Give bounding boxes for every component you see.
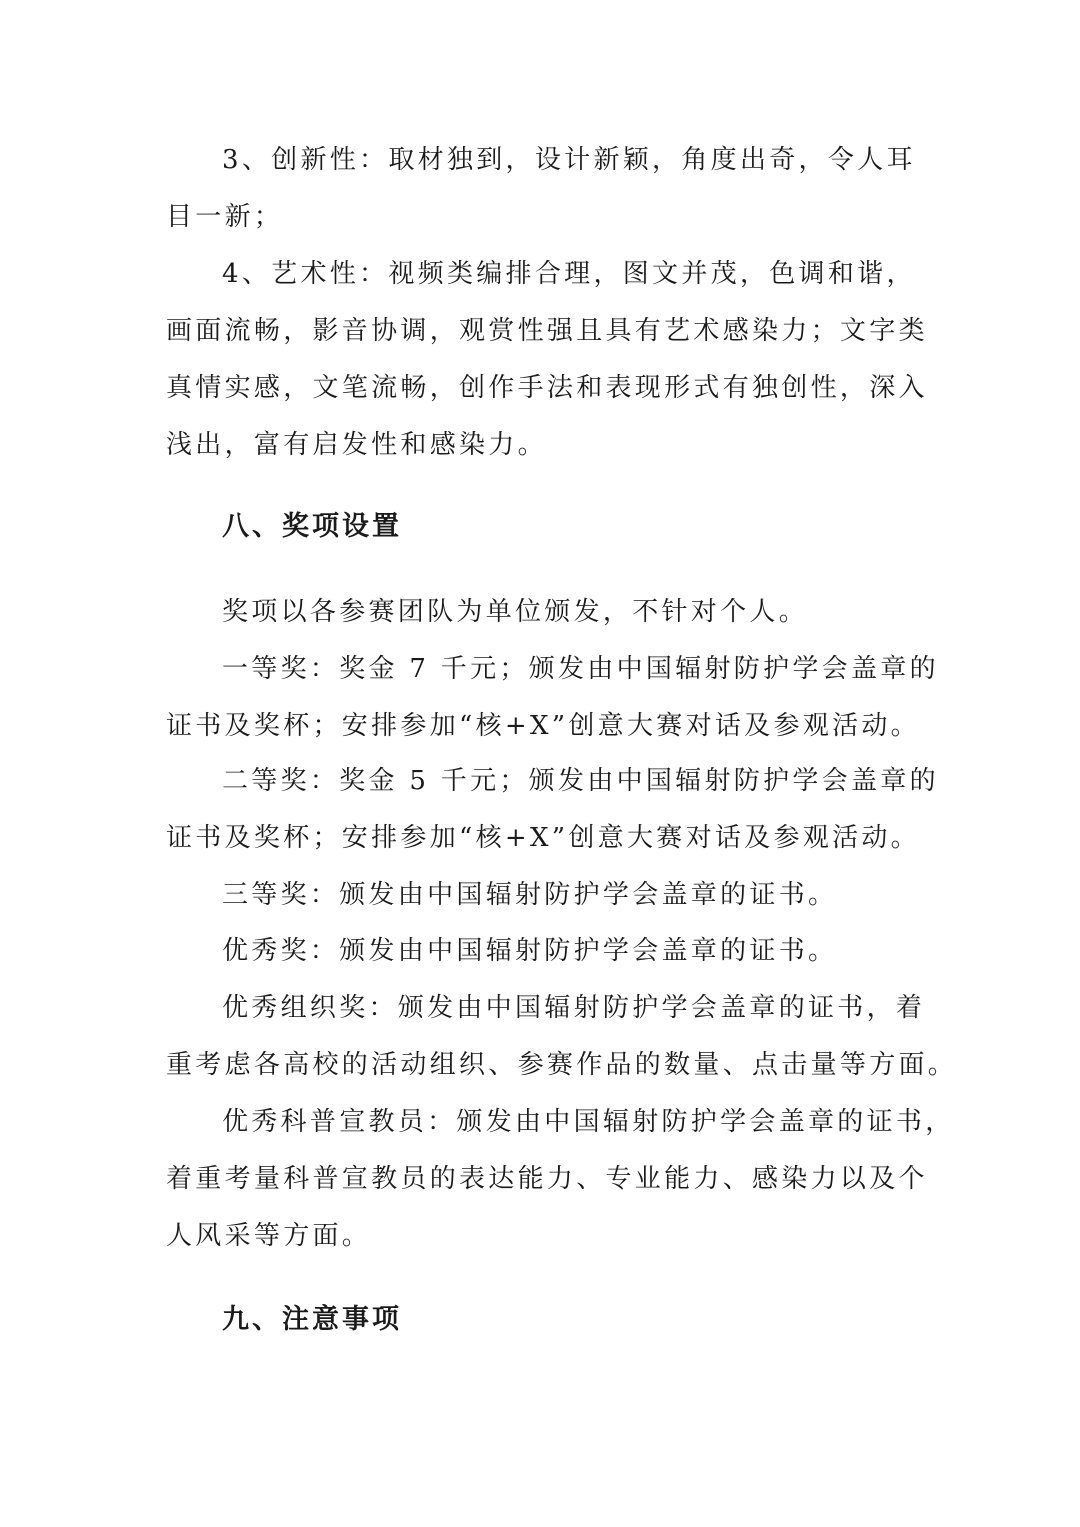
criterion-innovation: [166, 132, 926, 246]
organization-prize: [166, 980, 958, 1094]
text-line: 证书及奖杯；安排参加“核+X”创意大赛对话及参观活动。: [166, 711, 920, 741]
section-heading-awards: 八、奖项设置: [222, 511, 402, 542]
text-line: 优秀组织奖：颁发由中国辐射防护学会盖章的证书，着: [222, 993, 926, 1023]
text-line: 3、创新性：取材独到，设计新颖，角度出奇，令人耳: [222, 145, 916, 175]
text-line: 证书及奖杯；安排参加“核+X”创意大赛对话及参观活动。: [166, 823, 920, 853]
criterion-artistry: [166, 246, 926, 474]
text-line: 着重考量科普宣教员的表达能力、专业能力、感染力以及个: [166, 1164, 928, 1194]
text-line: 一等奖：奖金 7 千元；颁发由中国辐射防护学会盖章的: [222, 654, 939, 684]
text-line: 浅出，富有启发性和感染力。: [166, 430, 547, 460]
text-line: 真情实感，文笔流畅，创作手法和表现形式有独创性，深入: [166, 373, 928, 403]
text-line: 优秀奖：颁发由中国辐射防护学会盖章的证书。: [222, 936, 838, 966]
excellence-prize: [166, 923, 926, 980]
awards-intro: [166, 584, 926, 641]
first-prize: [166, 641, 939, 755]
third-prize: [166, 867, 926, 924]
text-line: 二等奖：奖金 5 千元；颁发由中国辐射防护学会盖章的: [222, 766, 939, 796]
text-line: 画面流畅，影音协调，观赏性强且具有艺术感染力；文字类: [166, 316, 928, 346]
text-line: 目一新；: [166, 202, 284, 232]
text-line: 重考虑各高校的活动组织、参赛作品的数量、点击量等方面。: [166, 1050, 958, 1080]
section-heading-notes: 九、注意事项: [222, 1304, 402, 1335]
text-line: 人风采等方面。: [166, 1221, 372, 1251]
text-line: 优秀科普宣教员：颁发由中国辐射防护学会盖章的证书，: [222, 1107, 955, 1137]
educator-prize: [166, 1094, 955, 1265]
text-line: 4、艺术性：视频类编排合理，图文并茂，色调和谐，: [222, 259, 916, 289]
second-prize: [166, 753, 939, 867]
text-line: 奖项以各参赛团队为单位颁发，不针对个人。: [222, 597, 809, 627]
text-line: 三等奖：颁发由中国辐射防护学会盖章的证书。: [222, 880, 838, 910]
